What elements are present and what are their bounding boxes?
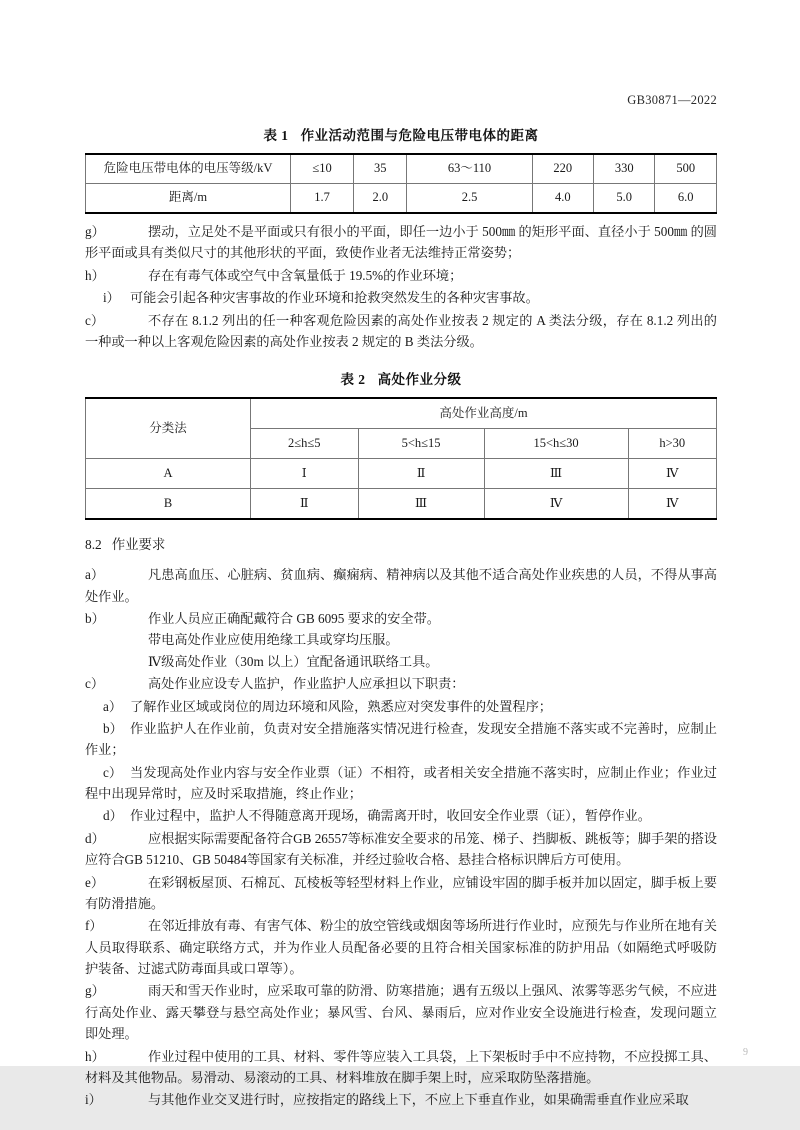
- table-2-row-1-grade-3: Ⅳ: [628, 489, 716, 520]
- table-1-row-0-cell-2: 63～110: [407, 154, 532, 184]
- paragraph-c-marker: c）: [85, 312, 105, 328]
- section-8-2-item-c-sub-b: [85, 718, 717, 761]
- table-2-row-1-class: B: [86, 489, 251, 520]
- table-2-header-classification: 分类法: [86, 398, 251, 459]
- table-2-range-1: 5<h≤15: [358, 429, 484, 459]
- section-8-2-item-e-text: 在彩钢板屋顶、石棉瓦、瓦棱板等轻型材料上作业，应铺设牢固的脚手板并加以固定，脚手板上要有防滑措施。: [85, 874, 717, 911]
- document-header-standard-number: GB30871—2022: [627, 93, 717, 107]
- page-number: 9: [743, 1047, 748, 1058]
- section-8-2-item-c-sub-b-marker: b）: [103, 720, 123, 736]
- section-8-2-item-f-text: 在邻近排放有毒、有害气体、粉尘的放空管线或烟囱等场所进行作业时，应预先与作业所在地有关人员取得联系、确定联络方式，并为作业人员配备必要的且符合相关国家标准的防护用品（如隔绝式呼吸防护装备、过滤式防毒面具或口罩等）。: [85, 918, 717, 977]
- section-8-2-item-a: [85, 564, 717, 607]
- page-content: [85, 0, 717, 1111]
- section-8-2-item-b-text: 作业人员应正确配戴符合 GB 6095 要求的安全带。: [148, 611, 440, 627]
- section-8-2-item-g-marker: g）: [85, 983, 105, 999]
- section-8-2-item-c-sub-d-text: 作业过程中，监护人不得随意离开现场，确需离开时，收回安全作业票（证），暂停作业。: [130, 808, 651, 824]
- section-8-2-item-h: [85, 1046, 717, 1089]
- list-item-h-marker: h）: [85, 267, 105, 283]
- table-1-row-1-cell-1: 2.0: [354, 184, 407, 214]
- section-8-2-item-c-sub-b-text: 作业监护人在作业前，负责对安全措施落实情况进行检查，发现安全措施不落实或不完善时，应制止作业；: [85, 720, 717, 758]
- table-1-row-0-cell-4: 330: [594, 154, 655, 184]
- list-item-i: [85, 287, 717, 308]
- table-1-row-1-cell-5: 6.0: [655, 184, 717, 214]
- section-8-2-item-c-sub-a-text: 了解作业区域或岗位的周边环境和风险，熟悉应对突发事件的处置程序；: [130, 698, 552, 714]
- table-row: [86, 154, 717, 184]
- section-number-8-2: 8.2: [85, 537, 102, 553]
- section-8-2-item-h-text: 作业过程中使用的工具、材料、零件等应装入工具袋，上下架板时手中不应持物，不应投掷工具、材料及其他物品。易滑动、易滚动的工具、材料堆放在脚手架上时，应采取防坠落措施。: [85, 1048, 717, 1085]
- list-item-i-marker: i）: [103, 290, 120, 306]
- table-2-range-2: 15<h≤30: [484, 429, 628, 459]
- section-8-2-item-c-sub-c-text: 当发现高处作业内容与安全作业票（证）不相符，或者相关安全措施不落实时，应制止作业；作业过程中出现异常时，应及时采取措施，终止作业；: [85, 764, 717, 802]
- section-8-2-item-c-sub-a-marker: a）: [103, 698, 123, 714]
- section-8-2-item-g-text: 雨天和雪天作业时，应采取可靠的防滑、防寒措施；遇有五级以上强风、浓雾等恶劣气候，不应进行高处作业、露天攀登与悬空高处作业；暴风雪、台风、暴雨后，应对作业安全设施进行检查，发现问题立即处理。: [85, 983, 717, 1042]
- section-8-2-item-e-marker: e）: [85, 874, 105, 890]
- table-2-range-0: 2≤h≤5: [251, 429, 359, 459]
- section-8-2-item-g: [85, 980, 717, 1044]
- table-2-caption-number: 表 2: [340, 372, 366, 388]
- section-8-2-item-h-marker: h）: [85, 1048, 105, 1064]
- section-heading-8-2: [85, 535, 717, 555]
- section-8-2-item-f: [85, 915, 717, 979]
- table-2-work-at-height-grading: [85, 397, 717, 520]
- table-2-caption: [85, 368, 717, 388]
- table-1-row-1-label: 距离/m: [86, 184, 291, 214]
- section-8-2-item-d: [85, 828, 717, 871]
- section-8-2-item-b-marker: b）: [85, 611, 105, 627]
- table-1-caption: [85, 124, 717, 144]
- table-2-row-1-grade-0: Ⅱ: [251, 489, 359, 520]
- table-2-row-1-grade-2: Ⅳ: [484, 489, 628, 520]
- section-8-2-item-d-text: 应根据实际需要配备符合GB 26557等标准安全要求的吊笼、梯子、挡脚板、跳板等；脚手架的搭设应符合GB 51210、GB 50484等国家有关标准，并经过验收合格、悬挂合格标识牌后方可使用。: [85, 830, 717, 868]
- section-8-2-item-a-text: 凡患高血压、心脏病、贫血病、癫痫病、精神病以及其他不适合高处作业疾患的人员，不得从事高处作业。: [85, 567, 717, 604]
- section-8-2-item-i-marker: i）: [85, 1092, 102, 1108]
- list-item-g-text: 摆动，立足处不是平面或只有很小的平面，即任一边小于 500㎜ 的矩形平面、直径小于 500㎜ 的圆形平面或具有类似尺寸的其他形状的平面，致使作业者无法维持正常姿势；: [85, 224, 717, 261]
- section-8-2-item-d-marker: d）: [85, 830, 105, 846]
- section-8-2-item-c-text: 高处作业应设专人监护，作业监护人应承担以下职责：: [148, 676, 465, 692]
- list-item-i-text: 可能会引起各种灾害事故的作业环境和抢救突然发生的各种灾害事故。: [130, 290, 539, 306]
- table-2-row-0-grade-1: Ⅱ: [358, 459, 484, 489]
- section-8-2-item-f-marker: f）: [85, 918, 103, 934]
- section-8-2-item-i: [85, 1089, 717, 1110]
- section-8-2-item-c-sub-d: [85, 805, 717, 826]
- table-2-row-0-grade-3: Ⅳ: [628, 459, 716, 489]
- list-item-h: [85, 265, 717, 286]
- table-1-row-0-cell-0: ≤10: [291, 154, 354, 184]
- table-1-row-0-label: 危险电压带电体的电压等级/kV: [86, 154, 291, 184]
- section-8-2-item-i-text: 与其他作业交叉进行时，应按指定的路线上下，不应上下垂直作业，如果确需垂直作业应采取: [148, 1092, 689, 1108]
- table-1-row-0-cell-1: 35: [354, 154, 407, 184]
- table-row: [86, 459, 717, 489]
- table-2-row-1-grade-1: Ⅲ: [358, 489, 484, 520]
- table-1-row-0-cell-3: 220: [532, 154, 593, 184]
- paragraph-c: [85, 310, 717, 353]
- table-1-caption-title: 作业活动范围与危险电压带电体的距离: [300, 128, 539, 143]
- table-2-row-0-grade-0: Ⅰ: [251, 459, 359, 489]
- section-8-2-item-c-sub-c: [85, 762, 717, 805]
- table-2-row-0-grade-2: Ⅲ: [484, 459, 628, 489]
- section-8-2-item-c-sub-a: [85, 696, 717, 717]
- section-8-2-item-c-marker: c）: [85, 676, 105, 692]
- list-item-h-text: 存在有毒气体或空气中含氧量低于 19.5%的作业环境；: [148, 267, 463, 283]
- paragraph-c-text: 不存在 8.1.2 列出的任一种客观危险因素的高处作业按表 2 规定的 A 类法分级，存在 8.1.2 列出的一种或一种以上客观危险因素的高处作业按表 2 规定的 B 类法分级。: [85, 312, 717, 349]
- section-8-2-item-c-sub-c-marker: c）: [103, 764, 123, 780]
- section-8-2-item-b: [85, 608, 717, 629]
- table-1-row-1-cell-3: 4.0: [532, 184, 593, 214]
- table-1-voltage-distance: [85, 153, 717, 214]
- table-1-row-1-cell-4: 5.0: [594, 184, 655, 214]
- table-row: [86, 184, 717, 214]
- section-8-2-item-a-marker: a）: [85, 567, 105, 583]
- table-2-range-3: h>30: [628, 429, 716, 459]
- section-8-2-item-b-subline-1: Ⅳ级高处作业（30m 以上）宜配备通讯联络工具。: [148, 653, 439, 669]
- table-1-row-0-cell-5: 500: [655, 154, 717, 184]
- table-2-caption-title: 高处作业分级: [377, 372, 462, 388]
- table-2-header-height-group: 高处作业高度/m: [251, 398, 717, 429]
- list-item-g: [85, 221, 717, 264]
- section-8-2-item-e: [85, 872, 717, 915]
- table-1-row-1-cell-0: 1.7: [291, 184, 354, 214]
- table-2-row-0-class: A: [86, 459, 251, 489]
- section-title-8-2: 作业要求: [111, 537, 166, 553]
- table-row: [86, 398, 717, 429]
- section-8-2-item-b-subline-0: 带电高处作业应使用绝缘工具或穿均压服。: [148, 632, 399, 648]
- list-item-g-marker: g）: [85, 224, 105, 239]
- table-row: [86, 489, 717, 520]
- table-1-row-1-cell-2: 2.5: [407, 184, 532, 214]
- section-8-2-item-c: [85, 673, 717, 694]
- table-1-caption-number: 表 1: [263, 128, 289, 143]
- section-8-2-item-c-sub-d-marker: d）: [103, 808, 123, 824]
